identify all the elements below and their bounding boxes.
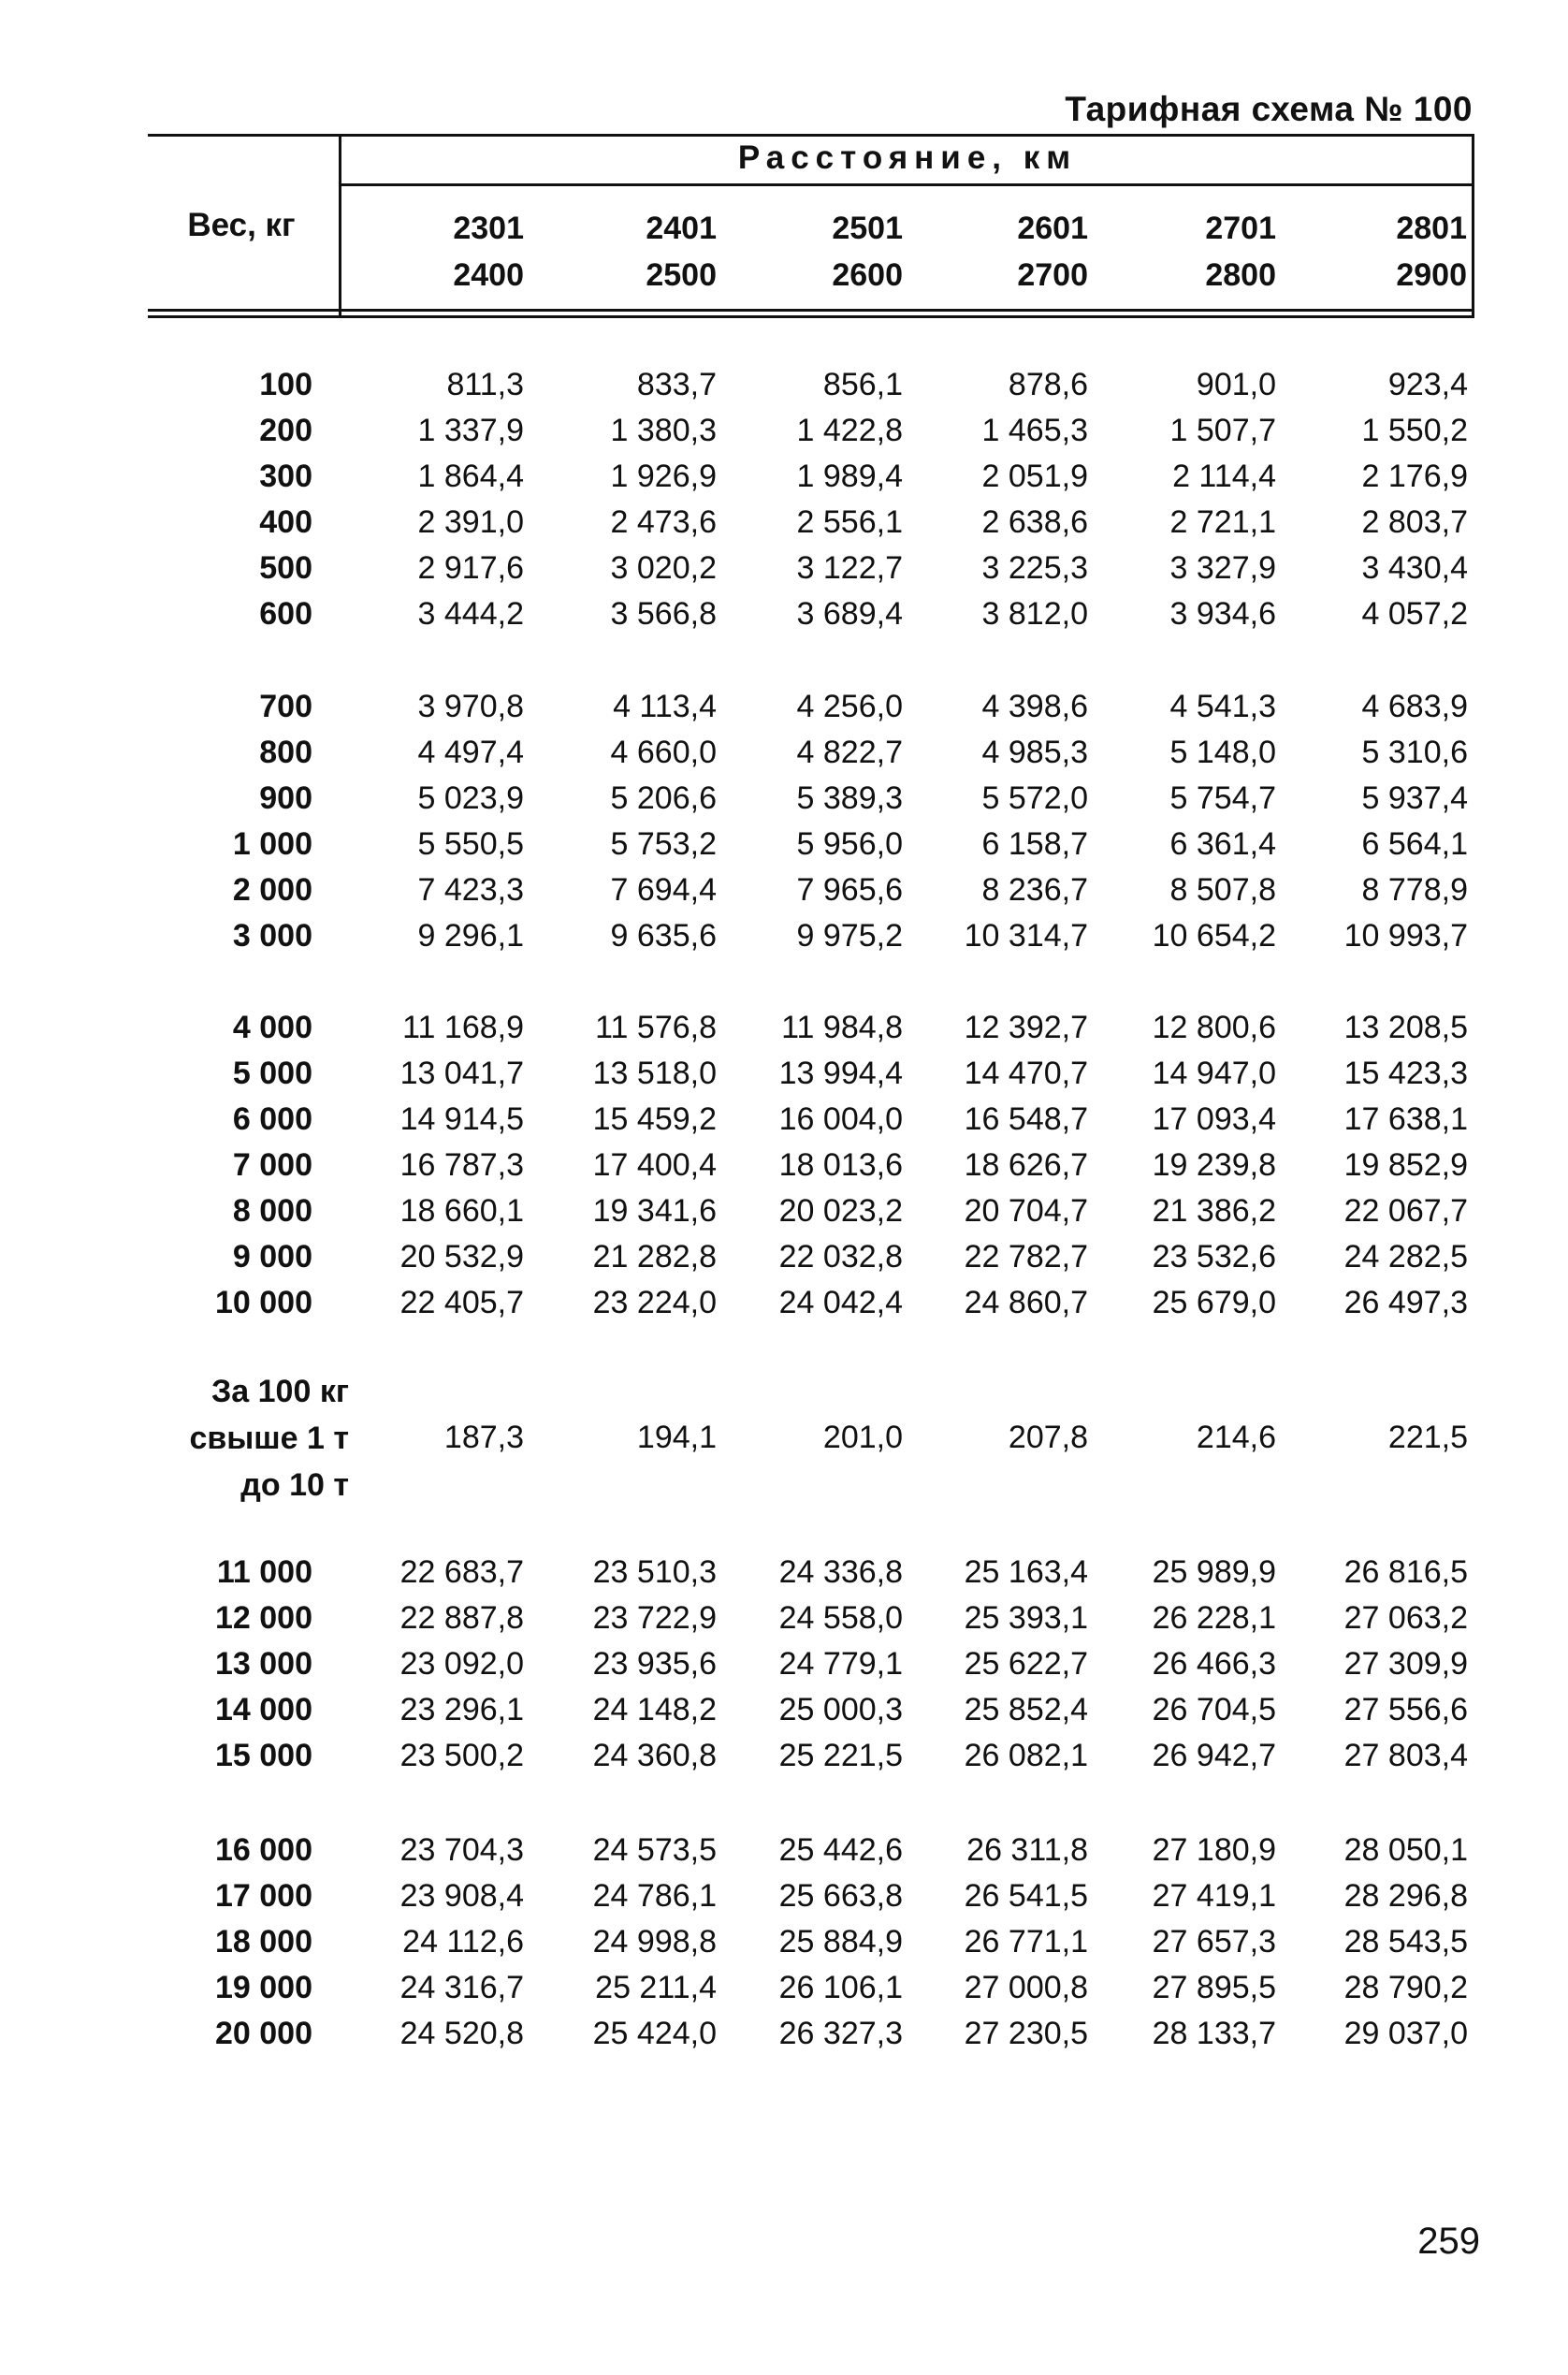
distance-range-from: 2401 <box>646 211 717 246</box>
tariff-value-cell: 25 884,9 <box>778 1924 903 1960</box>
tariff-value-cell: 3 122,7 <box>796 550 903 586</box>
weight-cell: 15 000 <box>215 1738 312 1773</box>
tariff-value-cell: 5 389,3 <box>796 780 903 816</box>
tariff-value-cell: 9 975,2 <box>796 918 903 954</box>
table-row <box>148 408 1474 454</box>
weight-cell: 17 000 <box>215 1878 312 1914</box>
distance-range-to: 2900 <box>1396 257 1467 293</box>
tariff-value-cell: 3 689,4 <box>796 596 903 632</box>
tariff-value-cell: 25 163,4 <box>964 1554 1088 1590</box>
table-row <box>148 684 1474 730</box>
tariff-value-cell: 1 337,9 <box>417 413 524 448</box>
tariff-value-cell: 16 548,7 <box>964 1101 1088 1137</box>
tariff-value-cell: 25 852,4 <box>964 1692 1088 1727</box>
table-row <box>148 2011 1474 2057</box>
tariff-value-cell: 3 970,8 <box>417 689 524 724</box>
weight-cell: 800 <box>259 735 312 770</box>
distance-range-to: 2800 <box>1205 257 1276 293</box>
tariff-value-cell: 3 444,2 <box>417 596 524 632</box>
tariff-value-cell: 13 041,7 <box>399 1056 524 1091</box>
distance-range-to: 2500 <box>646 257 717 293</box>
weight-cell: 3 000 <box>232 918 312 954</box>
weight-cell: 1 000 <box>232 826 312 862</box>
table-row <box>148 1280 1474 1326</box>
tariff-value-cell: 23 224,0 <box>592 1285 717 1320</box>
tariff-value-cell: 1 864,4 <box>417 459 524 494</box>
tariff-value-cell: 26 106,1 <box>778 1970 903 2005</box>
tariff-value-cell: 17 400,4 <box>592 1147 717 1183</box>
header-bottom-rule-second <box>148 315 1474 318</box>
tariff-value-cell: 18 013,6 <box>778 1147 903 1183</box>
surcharge-value-cell: 194,1 <box>636 1420 717 1455</box>
table-row <box>148 1097 1474 1143</box>
tariff-value-cell: 24 282,5 <box>1343 1239 1468 1275</box>
table-row <box>148 546 1474 591</box>
tariff-value-cell: 22 683,7 <box>399 1554 524 1590</box>
tariff-value-cell: 24 998,8 <box>592 1924 717 1960</box>
distance-label-underline <box>341 183 1474 186</box>
weight-cell: 200 <box>259 413 312 448</box>
table-row <box>148 913 1474 959</box>
tariff-value-cell: 7 423,3 <box>417 872 524 908</box>
surcharge-value-cell: 201,0 <box>822 1420 903 1455</box>
tariff-value-cell: 24 786,1 <box>592 1878 717 1914</box>
tariff-value-cell: 16 004,0 <box>778 1101 903 1137</box>
tariff-value-cell: 11 984,8 <box>781 1010 903 1045</box>
weight-cell: 4 000 <box>232 1010 312 1045</box>
distance-range-to: 2400 <box>453 257 524 293</box>
table-row <box>148 730 1474 776</box>
weight-column-label: Вес, кг <box>187 207 296 243</box>
tariff-value-cell: 27 556,6 <box>1343 1692 1468 1727</box>
tariff-value-cell: 25 424,0 <box>592 2016 717 2051</box>
tariff-value-cell: 901,0 <box>1196 367 1276 402</box>
weight-cell: 11 000 <box>216 1554 312 1590</box>
weight-cell: 18 000 <box>215 1924 312 1960</box>
tariff-value-cell: 3 812,0 <box>981 596 1088 632</box>
tariff-value-cell: 24 520,8 <box>399 2016 524 2051</box>
tariff-value-cell: 24 042,4 <box>778 1285 903 1320</box>
tariff-value-cell: 4 660,0 <box>610 735 717 770</box>
tariff-value-cell: 21 386,2 <box>1152 1193 1276 1229</box>
tariff-value-cell: 1 380,3 <box>610 413 717 448</box>
table-row <box>148 1873 1474 1919</box>
tariff-value-cell: 24 112,6 <box>402 1924 524 1960</box>
weight-cell: 19 000 <box>215 1970 312 2005</box>
tariff-value-cell: 13 994,4 <box>778 1056 903 1091</box>
page-number: 259 <box>1417 2221 1480 2262</box>
table-row <box>148 362 1474 408</box>
tariff-value-cell: 5 572,0 <box>981 780 1088 816</box>
tariff-value-cell: 2 391,0 <box>417 504 524 540</box>
tariff-value-cell: 4 057,2 <box>1361 596 1468 632</box>
tariff-value-cell: 25 211,4 <box>595 1970 717 2005</box>
tariff-value-cell: 12 800,6 <box>1152 1010 1276 1045</box>
table-row <box>148 776 1474 822</box>
tariff-value-cell: 15 459,2 <box>592 1101 717 1137</box>
table-row <box>148 1550 1474 1595</box>
tariff-value-cell: 27 180,9 <box>1152 1832 1276 1868</box>
tariff-value-cell: 811,3 <box>446 367 524 402</box>
tariff-value-cell: 5 753,2 <box>610 826 717 862</box>
tariff-value-cell: 18 660,1 <box>399 1193 524 1229</box>
tariff-value-cell: 27 063,2 <box>1343 1600 1468 1636</box>
tariff-value-cell: 4 683,9 <box>1361 689 1468 724</box>
weight-cell: 2 000 <box>232 872 312 908</box>
tariff-value-cell: 3 934,6 <box>1169 596 1276 632</box>
tariff-value-cell: 23 296,1 <box>399 1692 524 1727</box>
tariff-value-cell: 11 168,9 <box>402 1010 524 1045</box>
tariff-value-cell: 23 510,3 <box>592 1554 717 1590</box>
tariff-value-cell: 2 638,6 <box>981 504 1088 540</box>
weight-cell: 14 000 <box>215 1692 312 1727</box>
weight-cell: 7 000 <box>232 1147 312 1183</box>
distance-range-from: 2601 <box>1017 211 1088 246</box>
tariff-value-cell: 25 221,5 <box>778 1738 903 1773</box>
tariff-value-cell: 23 704,3 <box>399 1832 524 1868</box>
tariff-value-cell: 878,6 <box>1008 367 1088 402</box>
tariff-value-cell: 2 114,4 <box>1172 459 1276 494</box>
weight-cell: 13 000 <box>215 1646 312 1682</box>
tariff-value-cell: 19 239,8 <box>1152 1147 1276 1183</box>
tariff-value-cell: 12 392,7 <box>964 1010 1088 1045</box>
tariff-value-cell: 24 316,7 <box>399 1970 524 2005</box>
tariff-value-cell: 19 852,9 <box>1343 1147 1468 1183</box>
tariff-value-cell: 3 327,9 <box>1169 550 1276 586</box>
table-row <box>148 1733 1474 1779</box>
tariff-value-cell: 2 051,9 <box>981 459 1088 494</box>
tariff-value-cell: 25 663,8 <box>778 1878 903 1914</box>
tariff-value-cell: 5 937,4 <box>1361 780 1468 816</box>
tariff-value-cell: 19 341,6 <box>592 1193 717 1229</box>
weight-cell: 8 000 <box>232 1193 312 1229</box>
tariff-value-cell: 28 543,5 <box>1343 1924 1468 1960</box>
tariff-value-cell: 1 422,8 <box>796 413 903 448</box>
table-row <box>148 1965 1474 2011</box>
table-row <box>148 500 1474 546</box>
table-row <box>148 591 1474 637</box>
surcharge-label-line: до 10 т <box>240 1467 349 1503</box>
tariff-value-cell: 22 405,7 <box>399 1285 524 1320</box>
table-row <box>148 1919 1474 1965</box>
tariff-value-cell: 5 550,5 <box>417 826 524 862</box>
surcharge-row <box>148 1415 1474 1461</box>
tariff-value-cell: 27 657,3 <box>1152 1924 1276 1960</box>
tariff-value-cell: 14 914,5 <box>399 1101 524 1137</box>
weight-cell: 5 000 <box>232 1056 312 1091</box>
tariff-value-cell: 28 050,1 <box>1343 1832 1468 1868</box>
tariff-value-cell: 27 895,5 <box>1152 1970 1276 2005</box>
tariff-value-cell: 2 556,1 <box>796 504 903 540</box>
header-bottom-rule <box>148 309 1474 312</box>
surcharge-value-cell: 187,3 <box>443 1420 524 1455</box>
tariff-value-cell: 6 158,7 <box>981 826 1088 862</box>
distance-range-from: 2701 <box>1205 211 1276 246</box>
tariff-value-cell: 4 822,7 <box>796 735 903 770</box>
weight-cell: 500 <box>259 550 312 586</box>
scheme-title: Тарифная схема № 100 <box>1065 90 1473 128</box>
tariff-value-cell: 1 989,4 <box>796 459 903 494</box>
tariff-value-cell: 1 465,3 <box>981 413 1088 448</box>
tariff-value-cell: 24 860,7 <box>964 1285 1088 1320</box>
tariff-value-cell: 25 393,1 <box>964 1600 1088 1636</box>
tariff-value-cell: 3 225,3 <box>981 550 1088 586</box>
weight-cell: 600 <box>259 596 312 632</box>
tariff-value-cell: 27 000,8 <box>964 1970 1088 2005</box>
tariff-value-cell: 25 442,6 <box>778 1832 903 1868</box>
distance-range-to: 2600 <box>832 257 903 293</box>
tariff-value-cell: 8 236,7 <box>981 872 1088 908</box>
tariff-value-cell: 22 067,7 <box>1343 1193 1468 1229</box>
table-row <box>148 1641 1474 1687</box>
weight-cell: 100 <box>259 367 312 402</box>
weight-cell: 400 <box>259 504 312 540</box>
tariff-value-cell: 26 497,3 <box>1343 1285 1468 1320</box>
weight-cell: 10 000 <box>215 1285 312 1320</box>
tariff-value-cell: 20 704,7 <box>964 1193 1088 1229</box>
tariff-value-cell: 25 679,0 <box>1152 1285 1276 1320</box>
table-row <box>148 1687 1474 1733</box>
tariff-value-cell: 923,4 <box>1387 367 1468 402</box>
tariff-value-cell: 18 626,7 <box>964 1147 1088 1183</box>
tariff-value-cell: 856,1 <box>822 367 903 402</box>
tariff-value-cell: 26 082,1 <box>964 1738 1088 1773</box>
tariff-value-cell: 14 947,0 <box>1152 1056 1276 1091</box>
table-row <box>148 1595 1474 1641</box>
tariff-value-cell: 24 360,8 <box>592 1738 717 1773</box>
table-row <box>148 1828 1474 1873</box>
tariff-value-cell: 26 466,3 <box>1152 1646 1276 1682</box>
tariff-value-cell: 10 993,7 <box>1343 918 1468 954</box>
tariff-value-cell: 22 887,8 <box>399 1600 524 1636</box>
tariff-value-cell: 5 148,0 <box>1169 735 1276 770</box>
tariff-value-cell: 23 092,0 <box>399 1646 524 1682</box>
tariff-value-cell: 26 327,3 <box>778 2016 903 2051</box>
tariff-value-cell: 23 500,2 <box>399 1738 524 1773</box>
tariff-value-cell: 27 309,9 <box>1343 1646 1468 1682</box>
tariff-value-cell: 28 133,7 <box>1152 2016 1276 2051</box>
tariff-value-cell: 26 771,1 <box>964 1924 1088 1960</box>
tariff-value-cell: 23 935,6 <box>592 1646 717 1682</box>
weight-cell: 9 000 <box>232 1239 312 1275</box>
table-row <box>148 1234 1474 1280</box>
tariff-value-cell: 14 470,7 <box>964 1056 1088 1091</box>
tariff-value-cell: 26 942,7 <box>1152 1738 1276 1773</box>
tariff-value-cell: 8 778,9 <box>1361 872 1468 908</box>
tariff-value-cell: 2 176,9 <box>1361 459 1468 494</box>
weight-cell: 6 000 <box>232 1101 312 1137</box>
tariff-value-cell: 4 497,4 <box>417 735 524 770</box>
tariff-value-cell: 1 507,7 <box>1169 413 1276 448</box>
tariff-value-cell: 20 532,9 <box>399 1239 524 1275</box>
surcharge-label-line: За 100 кг <box>211 1374 349 1409</box>
tariff-value-cell: 5 206,6 <box>610 780 717 816</box>
weight-cell: 12 000 <box>215 1600 312 1636</box>
tariff-value-cell: 4 398,6 <box>981 689 1088 724</box>
tariff-value-cell: 23 722,9 <box>592 1600 717 1636</box>
weight-cell: 700 <box>259 689 312 724</box>
tariff-value-cell: 10 654,2 <box>1152 918 1276 954</box>
tariff-value-cell: 5 023,9 <box>417 780 524 816</box>
tariff-value-cell: 833,7 <box>636 367 717 402</box>
tariff-value-cell: 5 956,0 <box>796 826 903 862</box>
tariff-value-cell: 4 541,3 <box>1169 689 1276 724</box>
tariff-value-cell: 15 423,3 <box>1343 1056 1468 1091</box>
tariff-value-cell: 2 721,1 <box>1169 504 1276 540</box>
tariff-value-cell: 26 704,5 <box>1152 1692 1276 1727</box>
tariff-value-cell: 28 296,8 <box>1343 1878 1468 1914</box>
weight-cell: 16 000 <box>215 1832 312 1868</box>
distance-range-from: 2501 <box>832 211 903 246</box>
tariff-value-cell: 4 985,3 <box>981 735 1088 770</box>
header-top-rule <box>148 134 1474 137</box>
tariff-value-cell: 26 228,1 <box>1152 1600 1276 1636</box>
tariff-value-cell: 20 023,2 <box>778 1193 903 1229</box>
tariff-value-cell: 2 803,7 <box>1361 504 1468 540</box>
tariff-value-cell: 6 361,4 <box>1169 826 1276 862</box>
tariff-value-cell: 26 816,5 <box>1343 1554 1468 1590</box>
tariff-value-cell: 17 093,4 <box>1152 1101 1276 1137</box>
tariff-value-cell: 9 296,1 <box>417 918 524 954</box>
tariff-value-cell: 2 473,6 <box>610 504 717 540</box>
distance-range-from: 2801 <box>1396 211 1467 246</box>
tariff-value-cell: 25 622,7 <box>964 1646 1088 1682</box>
tariff-value-cell: 17 638,1 <box>1343 1101 1468 1137</box>
tariff-value-cell: 24 558,0 <box>778 1600 903 1636</box>
table-row <box>148 822 1474 867</box>
weight-cell: 20 000 <box>215 2016 312 2051</box>
tariff-value-cell: 16 787,3 <box>399 1147 524 1183</box>
tariff-value-cell: 23 908,4 <box>399 1878 524 1914</box>
table-row <box>148 1051 1474 1097</box>
tariff-value-cell: 26 541,5 <box>964 1878 1088 1914</box>
tariff-value-cell: 22 032,8 <box>778 1239 903 1275</box>
tariff-value-cell: 1 926,9 <box>610 459 717 494</box>
table-row <box>148 1143 1474 1188</box>
tariff-value-cell: 1 550,2 <box>1361 413 1468 448</box>
tariff-value-cell: 29 037,0 <box>1343 2016 1468 2051</box>
table-row <box>148 1188 1474 1234</box>
distance-range-to: 2700 <box>1017 257 1088 293</box>
tariff-value-cell: 5 754,7 <box>1169 780 1276 816</box>
tariff-value-cell: 11 576,8 <box>595 1010 717 1045</box>
tariff-value-cell: 27 803,4 <box>1343 1738 1468 1773</box>
tariff-value-cell: 26 311,8 <box>966 1832 1088 1868</box>
tariff-value-cell: 25 000,3 <box>778 1692 903 1727</box>
tariff-value-cell: 8 507,8 <box>1169 872 1276 908</box>
tariff-value-cell: 13 518,0 <box>592 1056 717 1091</box>
tariff-value-cell: 24 336,8 <box>778 1554 903 1590</box>
tariff-value-cell: 21 282,8 <box>592 1239 717 1275</box>
tariff-value-cell: 7 694,4 <box>610 872 717 908</box>
tariff-value-cell: 2 917,6 <box>417 550 524 586</box>
surcharge-value-cell: 207,8 <box>1008 1420 1088 1455</box>
tariff-value-cell: 4 113,4 <box>613 689 717 724</box>
tariff-value-cell: 3 430,4 <box>1361 550 1468 586</box>
tariff-value-cell: 3 020,2 <box>610 550 717 586</box>
surcharge-value-cell: 214,6 <box>1196 1420 1276 1455</box>
tariff-value-cell: 13 208,5 <box>1343 1010 1468 1045</box>
tariff-value-cell: 6 564,1 <box>1361 826 1468 862</box>
tariff-value-cell: 23 532,6 <box>1152 1239 1276 1275</box>
tariff-value-cell: 25 989,9 <box>1152 1554 1276 1590</box>
table-header <box>148 134 1474 319</box>
tariff-value-cell: 10 314,7 <box>964 918 1088 954</box>
table-row <box>148 454 1474 500</box>
weight-cell: 900 <box>259 780 312 816</box>
distance-range-from: 2301 <box>453 211 524 246</box>
tariff-value-cell: 22 782,7 <box>964 1239 1088 1275</box>
weight-cell: 300 <box>259 459 312 494</box>
tariff-value-cell: 9 635,6 <box>610 918 717 954</box>
tariff-value-cell: 3 566,8 <box>610 596 717 632</box>
tariff-value-cell: 5 310,6 <box>1361 735 1468 770</box>
table-row <box>148 867 1474 913</box>
distance-label: Расстояние, км <box>737 139 1078 176</box>
tariff-value-cell: 24 779,1 <box>778 1646 903 1682</box>
tariff-value-cell: 7 965,6 <box>796 872 903 908</box>
table-row <box>148 1005 1474 1051</box>
tariff-value-cell: 28 790,2 <box>1343 1970 1468 2005</box>
tariff-value-cell: 4 256,0 <box>796 689 903 724</box>
tariff-value-cell: 24 148,2 <box>592 1692 717 1727</box>
tariff-value-cell: 27 419,1 <box>1152 1878 1276 1914</box>
tariff-value-cell: 27 230,5 <box>964 2016 1088 2051</box>
tariff-value-cell: 24 573,5 <box>592 1832 717 1868</box>
surcharge-value-cell: 221,5 <box>1387 1420 1468 1455</box>
surcharge-label-line: свыше 1 т <box>189 1421 349 1456</box>
